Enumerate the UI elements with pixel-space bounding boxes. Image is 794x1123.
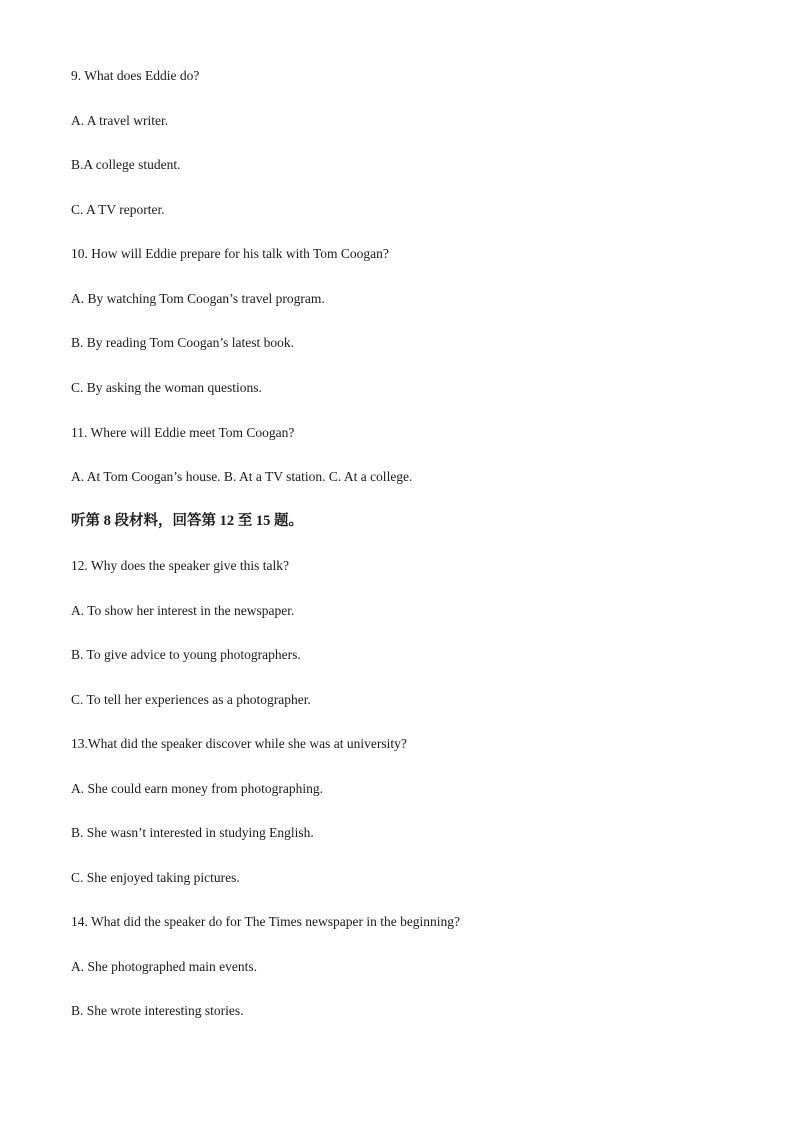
option-13b: B. She wasn’t interested in studying English. [71,825,314,840]
question-14: 14. What did the speaker do for The Times newspaper in the beginning? [71,914,461,929]
option-14a: A. She photographed main events. [71,959,257,974]
option-10b: B. By reading Tom Coogan’s latest book. [71,335,295,350]
section-heading: 听第 8 段材料，回答第 12 至 15 题。 [71,513,303,529]
options-11: A. At Tom Coogan’s house. B. At a TV station. C. At a college. [71,469,413,484]
question-13: 13.What did the speaker discover while she was at university? [71,736,407,751]
option-10a: A. By watching Tom Coogan’s travel program. [71,291,325,306]
option-10c: C. By asking the woman questions. [71,380,262,395]
question-10: 10. How will Eddie prepare for his talk with Tom Coogan? [71,246,389,261]
option-13a: A. She could earn money from photographing. [71,781,323,796]
option-14b: B. She wrote interesting stories. [71,1003,244,1018]
question-11: 11. Where will Eddie meet Tom Coogan? [71,425,295,440]
option-12c: C. To tell her experiences as a photographer. [71,692,311,707]
question-9: 9. What does Eddie do? [71,68,200,83]
option-9c: C. A TV reporter. [71,202,165,217]
question-12: 12. Why does the speaker give this talk? [71,558,289,573]
option-12a: A. To show her interest in the newspaper. [71,603,295,618]
option-9b: B.A college student. [71,157,181,172]
option-9a: A. A travel writer. [71,113,169,128]
option-13c: C. She enjoyed taking pictures. [71,870,240,885]
option-12b: B. To give advice to young photographers. [71,647,301,662]
